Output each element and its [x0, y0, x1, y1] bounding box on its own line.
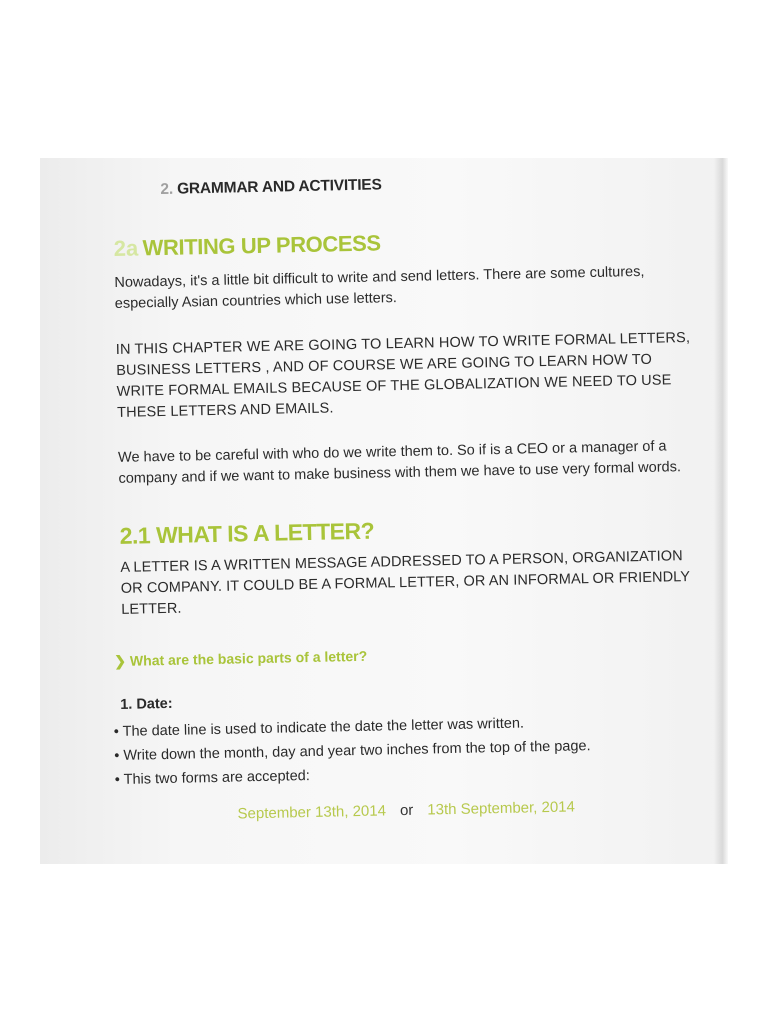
- date-example-separator: or: [399, 801, 414, 820]
- section-heading: [160, 176, 382, 199]
- subsection-tag: 2a: [113, 235, 139, 261]
- page-edge-shadow: [714, 158, 728, 864]
- section-number: 2.: [160, 180, 174, 198]
- date-example-second: 13th September, 2014: [427, 798, 576, 819]
- letter-definition: A LETTER IS A WRITTEN MESSAGE ADDRESSED TO A PERSON, ORGANIZATION OR COMPANY. IT COULD BE A FORMAL LETTER, OR AN INFORMAL OR FRIENDLY LETTER.: [120, 548, 690, 618]
- letter-heading: 2.1 WHAT IS A LETTER?: [119, 517, 375, 549]
- subsection-heading: [113, 230, 381, 262]
- scanned-page: [40, 158, 728, 864]
- subsection-title: WRITING UP PROCESS: [142, 230, 381, 261]
- page-content: [112, 156, 702, 823]
- intro-paragraph: Nowadays, it's a little bit difficult to write and send letters. There are some cultures, especially Asian countries which use letters.: [114, 263, 645, 312]
- chevron-right-icon: ❯: [114, 652, 127, 670]
- basic-parts-question: [114, 648, 367, 670]
- date-bullet-list: [114, 710, 592, 792]
- date-examples: [237, 798, 575, 822]
- chapter-paragraph: IN THIS CHAPTER WE ARE GOING TO LEARN HOW TO WRITE FORMAL LETTERS, BUSINESS LETTERS , AND OF COURSE WE ARE GOING TO LEARN HOW TO WRITE FORMAL EMAILS BECAUSE OF THE GLOBALIZATION WE NEED TO USE THESE LETTERS AND EMAILS.: [115, 329, 691, 421]
- list-item: • Write down the month, day and year two inches from the top of the page.: [114, 734, 591, 768]
- date-heading: 1. Date:: [120, 695, 173, 713]
- section-title: GRAMMAR AND ACTIVITIES: [176, 176, 382, 198]
- list-item: • This two forms are accepted:: [115, 758, 592, 792]
- careful-paragraph: We have to be careful with who do we write them to. So if is a CEO or a manager of a company and if we want to make business with them we have to use very formal words.: [117, 438, 682, 487]
- date-example-first: September 13th, 2014: [237, 802, 387, 823]
- list-item: • The date line is used to indicate the date the letter was written.: [114, 710, 591, 744]
- question-text: What are the basic parts of a letter?: [129, 647, 368, 669]
